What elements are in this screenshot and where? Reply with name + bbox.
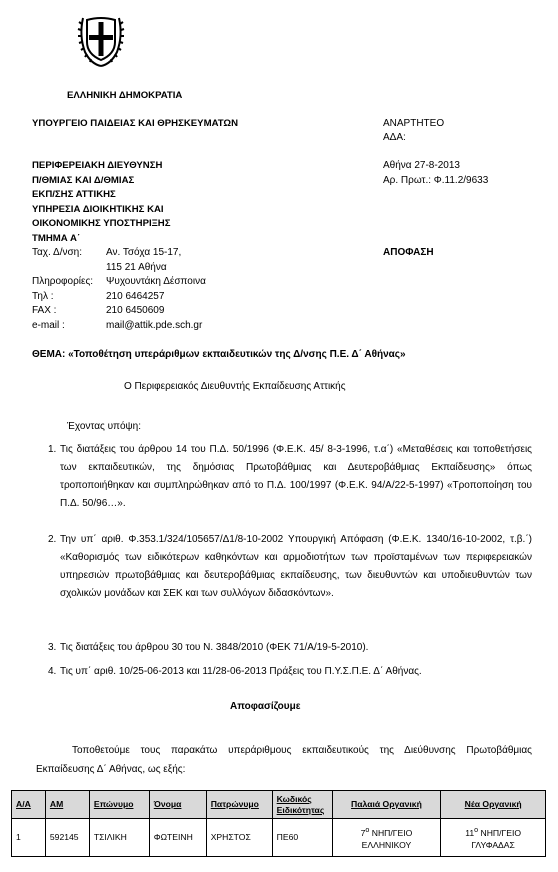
list-item [48, 531, 532, 603]
department-line: ΟΙΚΟΝΟΜΙΚΗΣ ΥΠΟΣΤΗΡΙΞΗΣ [32, 218, 171, 230]
department-line: Π/ΘΜΙΑΣ ΚΑΙ Δ/ΘΜΙΑΣ [32, 174, 135, 186]
department-line: ΤΜΗΜΑ Α΄ [32, 232, 81, 244]
subject-line [32, 348, 406, 362]
list-item-text: Την υπ΄ αριθ. Φ.353.1/324/105657/Δ1/8-10-2002 Υπουργική Απόφαση (Φ.Ε.Κ. 1340/16-10-2002, τ.β.΄) «Καθορισμός των ειδικότερων καθηκόντων και αρμοδιοτήτων των προϊσταμένων των περιφερειακών υπηρεσιών πρωτοβάθμιας και δευτεροβάθμιας εκπαίδευσης, των διευθυντών και υποδιευθυντών των σχολικών μονάδων και ΣΕΚ και των συλλόγων διδασκόντων». [60, 534, 532, 599]
phone-value: 210 6464257 [106, 290, 165, 302]
posting-block [383, 117, 444, 145]
department-line: ΕΚΠ/ΣΗΣ ΑΤΤΙΚΗΣ [32, 189, 116, 201]
col-header: Επώνυμο [89, 791, 149, 819]
address-label: Ταχ. Δ/νση: [32, 247, 83, 258]
new-org-sup: ο [474, 826, 479, 835]
table-cell: ΧΡΗΣΤΟΣ [206, 819, 272, 857]
director-title: Ο Περιφερειακός Διευθυντής Εκπαίδευσης Αττικής [124, 381, 346, 392]
ada-label: ΑΔΑ: [383, 132, 406, 143]
email-value: mail@attik.pde.sch.gr [106, 319, 203, 331]
address-line1: Αν. Τσόχα 15-17, [106, 247, 182, 258]
old-organic-cell [332, 819, 441, 857]
list-item [48, 663, 532, 681]
list-item-text: Τις διατάξεις του άρθρου 14 του Π.Δ. 50/1996 (Φ.Ε.Κ. 45/ 8-3-1996, τ.α΄) «Μεταθέσεις και τοποθετήσεις των εκπαιδευτικών, της δημόσιας Πρωτοβάθμιας και Δευτεροβάθμιας Εκπαίδευσης» όπως τροποποιήθηκαν και συμπληρώθηκαν από το Π.Δ. 100/1997 (Φ.Ε.Κ. 94/Α/22-5-1997) «Τροποποίηση του Π.Δ. 50/96…». [60, 444, 532, 509]
date-protocol-block [383, 159, 488, 188]
department-line: ΠΕΡΙΦΕΡΕΙΑΚΗ ΔΙΕΥΘΥΝΣΗ [32, 160, 163, 171]
department-block [32, 159, 171, 247]
protocol-number: Αρ. Πρωτ.: Φ.11.2/9633 [383, 174, 489, 186]
fax-label: FAX : [32, 305, 57, 317]
info-label: Πληροφορίες: [32, 276, 94, 288]
col-header: ΑΜ [45, 791, 89, 819]
table-row [12, 819, 546, 857]
col-header: Όνομα [149, 791, 206, 819]
email-label: e-mail : [32, 319, 65, 331]
table-cell: ΦΩΤΕΙΝΗ [149, 819, 206, 857]
table-header-row [12, 791, 546, 819]
old-org-line2: ΕΛΛΗΝΙΚΟΥ [361, 839, 412, 850]
old-org-num: 7 [360, 827, 366, 838]
list-item-number: 4. [48, 666, 57, 677]
table-cell: ΤΣΙΛΙΚΗ [89, 819, 149, 857]
fax-value: 210 6450609 [106, 305, 165, 317]
info-value: Ψυχουντάκη Δέσποινα [106, 276, 206, 288]
placement-paragraph: Τοποθετούμε τους παρακάτω υπεράριθμους εκπαιδευτικούς της Διεύθυνσης Πρωτοβάθμιας Εκπαίδευσης Δ΄ Αθήνας, ως εξής: [36, 745, 532, 775]
greek-coat-of-arms-icon [77, 6, 125, 68]
new-org-num: 11 [465, 827, 475, 838]
list-item-number: 3. [48, 642, 57, 653]
list-item-text: Τις διατάξεις του άρθρου 30 του Ν. 3848/2010 (ΦΕΚ 71/Α/19-5-2010). [60, 642, 369, 653]
list-item-number: 2. [48, 534, 57, 545]
table-cell: ΠΕ60 [272, 819, 332, 857]
decide-heading: Αποφασίζουμε [230, 701, 301, 712]
list-item-text: Τις υπ΄ αριθ. 10/25-06-2013 και 11/28-06-2013 Πράξεις του Π.Υ.Σ.Π.Ε. Δ΄ Αθήνας. [60, 666, 422, 677]
list-item [48, 441, 532, 513]
list-item [48, 639, 532, 657]
col-header: Παλαιά Οργανική [332, 791, 441, 819]
department-line: ΥΠΗΡΕΣΙΑ ΔΙΟΙΚΗΤΙΚΗΣ ΚΑΙ [32, 203, 164, 215]
considering-heading: Έχοντας υπόψη: [67, 421, 141, 432]
subject-text: : «Τοποθέτηση υπεράριθμων εκπαιδευτικών της Δ/νσης Π.Ε. Δ΄ Αθήνας» [62, 349, 406, 360]
posted-label: ΑΝΑΡΤΗΤΕΟ [383, 118, 445, 129]
col-header: Κωδικός Ειδικότητας [272, 791, 332, 819]
old-org-sup: ο [365, 826, 370, 835]
col-header: Πατρώνυμο [206, 791, 272, 819]
contact-table [32, 246, 206, 334]
table-cell: 592145 [45, 819, 89, 857]
col-header: Α/Α [12, 791, 46, 819]
list-item-number: 1. [48, 444, 57, 455]
table-cell: 1 [12, 819, 46, 857]
col-header: Νέα Οργανική [441, 791, 546, 819]
address-line2: 115 21 Αθήνα [106, 261, 167, 273]
new-org-text: ΝΗΠ/ΓΕΙΟ [478, 827, 522, 838]
subject-label: ΘΕΜΑ [32, 349, 62, 360]
new-org-line2: ΓΛΥΦΑΔΑΣ [471, 839, 515, 850]
old-org-text: ΝΗΠ/ΓΕΙΟ [369, 827, 413, 838]
ministry-title: ΥΠΟΥΡΓΕΙΟ ΠΑΙΔΕΙΑΣ ΚΑΙ ΘΡΗΣΚΕΥΜΑΤΩΝ [32, 118, 239, 129]
new-organic-cell [441, 819, 546, 857]
place-date: Αθήνα 27-8-2013 [383, 160, 460, 171]
decision-title: ΑΠΟΦΑΣΗ [383, 247, 434, 258]
placement-table [11, 790, 546, 857]
phone-label: Τηλ : [32, 290, 54, 302]
republic-title: ΕΛΛΗΝΙΚΗ ΔΗΜΟΚΡΑΤΙΑ [67, 90, 183, 101]
